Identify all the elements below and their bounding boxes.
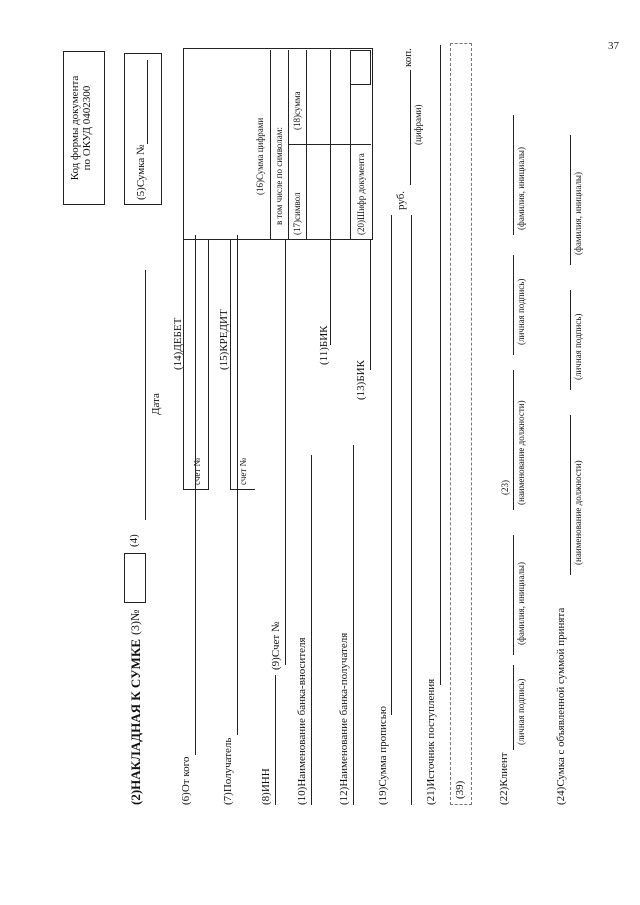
kop-label: коп. [402, 48, 414, 67]
field-23-label: (23) [500, 480, 510, 495]
account-line[interactable] [285, 240, 286, 665]
bik-2-label: (13)БИК [355, 360, 367, 400]
recipient-label: (7)Получатель [222, 737, 234, 805]
accepted-position-caption: (наименование должности) [573, 460, 583, 565]
debit-account-label: счет № [192, 457, 202, 485]
bik-1-line[interactable] [330, 240, 331, 345]
recipient-line[interactable] [237, 235, 238, 735]
sum-words-line-2[interactable] [411, 215, 412, 805]
client-name-2-caption: (фамилия, инициалы) [516, 147, 526, 230]
source-line[interactable] [440, 45, 441, 685]
okud-line-2: по ОКУД 0402300 [81, 85, 93, 171]
accepted-name-caption: (фамилия, инициалы) [573, 172, 583, 255]
bag-number-label: (5)Сумка № [135, 144, 147, 200]
client-position-line[interactable] [513, 370, 514, 510]
incl-symbols-label: в том числе по символам: [274, 127, 284, 225]
okud-line-1: Код формы документа [69, 75, 81, 181]
bank-recipient-label: (12)Наименование банка-получателя [338, 632, 350, 805]
bag-number-line[interactable] [147, 60, 148, 144]
cipher-input-box[interactable] [350, 50, 371, 85]
inn-line[interactable] [275, 675, 276, 805]
sum-table-line-4 [330, 50, 331, 240]
sum-digits-label: (16)Сумма цифрами [255, 117, 265, 195]
accepted-sign-line[interactable] [570, 290, 571, 390]
field-39-label: (39) [454, 780, 466, 799]
debit-label: (14)ДЕБЕТ [172, 317, 184, 370]
date-label: Дата [150, 393, 162, 415]
digits-caption: (цифрами) [413, 104, 423, 145]
field-4-label: (4) [128, 534, 140, 547]
client-sign-line[interactable] [513, 665, 514, 750]
sum-table-line-2 [288, 50, 289, 240]
bag-number-box [124, 53, 162, 205]
client-name-2-line[interactable] [513, 115, 514, 235]
debit-box-top [183, 240, 184, 490]
amount-column-label: (18)сумма [292, 91, 302, 130]
digits-line[interactable] [410, 70, 411, 185]
bank-recipient-line[interactable] [353, 445, 354, 805]
account-label: (9)Счет № [270, 621, 282, 670]
bik-2-line[interactable] [370, 240, 371, 370]
number-label: (3)№ [128, 609, 142, 635]
sum-words-line[interactable] [391, 215, 392, 715]
sum-table-line-3 [306, 50, 307, 240]
number-input-box[interactable] [124, 553, 146, 603]
symbol-column-label: (17)символ [292, 192, 302, 235]
accepted-name-line[interactable] [570, 135, 571, 265]
accepted-sign-caption: (личная подпись) [573, 313, 583, 380]
sum-table-line-1 [270, 50, 271, 240]
accepted-position-line[interactable] [570, 415, 571, 575]
credit-label: (15)КРЕДИТ [218, 309, 230, 370]
from-line[interactable] [195, 235, 196, 755]
debit-box-bottom [208, 240, 209, 490]
client-sign-2-caption: (личная подпись) [516, 278, 526, 345]
credit-box-left [230, 489, 255, 490]
client-label: (22)Клиент [498, 752, 510, 805]
client-sign-2-line[interactable] [513, 255, 514, 355]
source-label: (21)Источник поступления [425, 678, 437, 805]
inn-label: (8)ИНН [260, 768, 272, 805]
accepted-label: (24)Сумка с объявленной суммой принята [555, 607, 567, 805]
field-4-line[interactable] [145, 270, 146, 520]
cipher-label: (20)Шифр документа [356, 153, 366, 235]
okud-code-box [63, 51, 105, 205]
credit-account-label: счет № [238, 457, 248, 485]
rub-label: руб. [395, 190, 407, 210]
form-title: (2)НАКЛАДНАЯ К СУМКЕ [128, 638, 143, 805]
sum-words-label: (19)Сумма прописью [377, 706, 389, 805]
bik-1-label: (11)БИК [318, 325, 330, 365]
client-sign-caption: (личная подпись) [516, 678, 526, 745]
field-39-box [450, 43, 472, 805]
bank-sender-line[interactable] [311, 455, 312, 805]
page-number: 37 [608, 40, 619, 52]
client-name-line[interactable] [513, 535, 514, 655]
bank-sender-label: (10)Наименование банка-вносителя [296, 637, 308, 805]
credit-box-top [230, 240, 231, 490]
client-position-caption: (наименование должности) [516, 400, 526, 505]
from-label: (6)От кого [180, 756, 192, 805]
client-name-caption: (фамилия, инициалы) [516, 562, 526, 645]
